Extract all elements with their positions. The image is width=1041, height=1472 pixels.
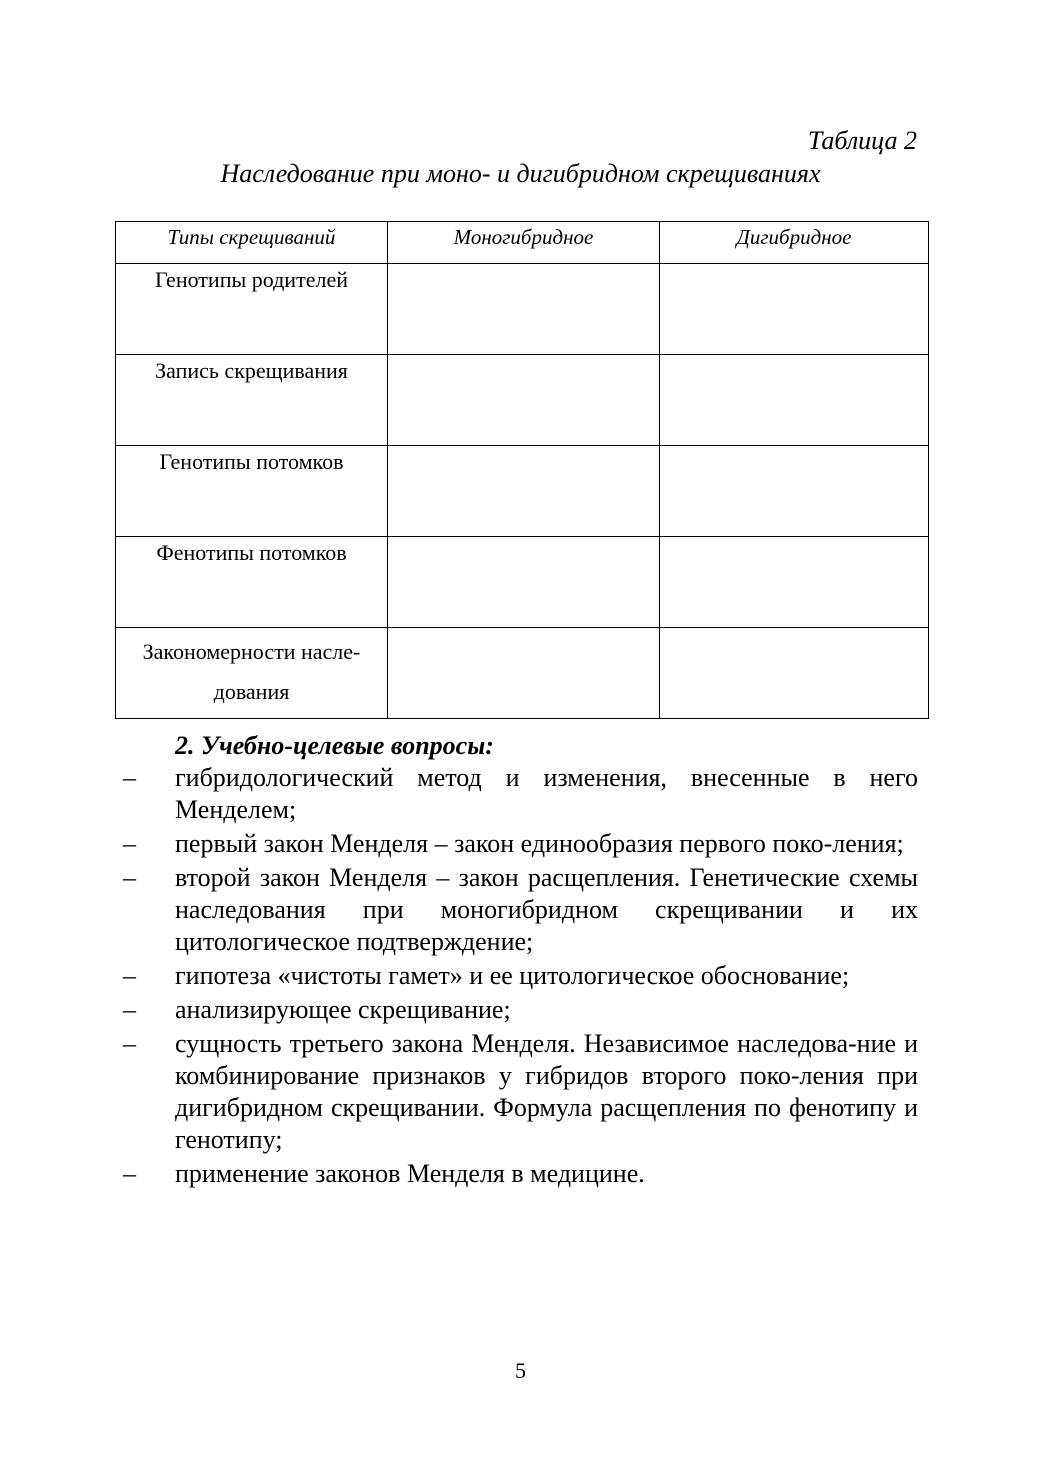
questions-list [115, 762, 918, 1192]
cell-dihybrid-offspring-phenotypes[interactable] [660, 537, 929, 628]
table-row [116, 537, 929, 628]
bullet-dash: – [123, 863, 136, 892]
header-cross-types: Типы скрещиваний [116, 222, 388, 264]
row-label-parent-genotypes: Генотипы родителей [116, 264, 388, 355]
list-item: – анализирующее скрещивание; [123, 995, 511, 1024]
list-item: – гибридологический метод и изменения, внесенные в него Менделем; [123, 763, 918, 824]
cell-dihybrid-cross-record[interactable] [660, 355, 929, 446]
bullet-dash: – [123, 995, 136, 1024]
study-questions-section [115, 730, 918, 1192]
bullet-dash: – [123, 1159, 136, 1188]
table-row [116, 446, 929, 537]
section-heading: 2. Учебно-целевые вопросы: [175, 731, 494, 760]
cell-monohybrid-offspring-genotypes[interactable] [388, 446, 660, 537]
table-row [116, 628, 929, 719]
row-label-cross-record: Запись скрещивания [116, 355, 388, 446]
table-row [116, 264, 929, 355]
row-label-offspring-phenotypes: Фенотипы потомков [116, 537, 388, 628]
table-label: Таблица 2 [807, 126, 917, 155]
row-label-inheritance-patterns: Закономерности насле- дования [116, 628, 388, 719]
row-label-offspring-genotypes: Генотипы потомков [116, 446, 388, 537]
list-item: – применение законов Менделя в медицине. [123, 1159, 645, 1188]
table-row [116, 355, 929, 446]
page-number: 5 [515, 1358, 526, 1383]
bullet-dash: – [123, 829, 136, 858]
cell-dihybrid-inheritance-patterns[interactable] [660, 628, 929, 719]
header-dihybrid: Дигибридное [660, 222, 929, 264]
cell-monohybrid-parent-genotypes[interactable] [388, 264, 660, 355]
cell-monohybrid-inheritance-patterns[interactable] [388, 628, 660, 719]
inheritance-table [115, 221, 929, 719]
bullet-dash: – [123, 961, 136, 990]
list-item: – сущность третьего закона Менделя. Независимое наследова-ние и комбинирование признаков у гибридов второго поко-ления при дигибридном скрещивании. Формула расщепления по фенотипу и генотипу; [123, 1029, 918, 1154]
cell-dihybrid-parent-genotypes[interactable] [660, 264, 929, 355]
header-monohybrid: Моногибридное [388, 222, 660, 264]
table-title: Наследование при моно- и дигибридном скрещиваниях [220, 159, 821, 188]
list-item: – первый закон Менделя – закон единообразия первого поко-ления; [123, 829, 904, 858]
cell-monohybrid-cross-record[interactable] [388, 355, 660, 446]
list-item: – второй закон Менделя – закон расщепления. Генетические схемы наследования при моногибридном скрещивании и их цитологическое подтверждение; [123, 863, 918, 956]
bullet-dash: – [123, 763, 136, 792]
list-item: – гипотеза «чистоты гамет» и ее цитологическое обоснование; [123, 961, 850, 990]
cell-dihybrid-offspring-genotypes[interactable] [660, 446, 929, 537]
cell-monohybrid-offspring-phenotypes[interactable] [388, 537, 660, 628]
table-header-row [116, 222, 929, 264]
bullet-dash: – [123, 1029, 136, 1058]
